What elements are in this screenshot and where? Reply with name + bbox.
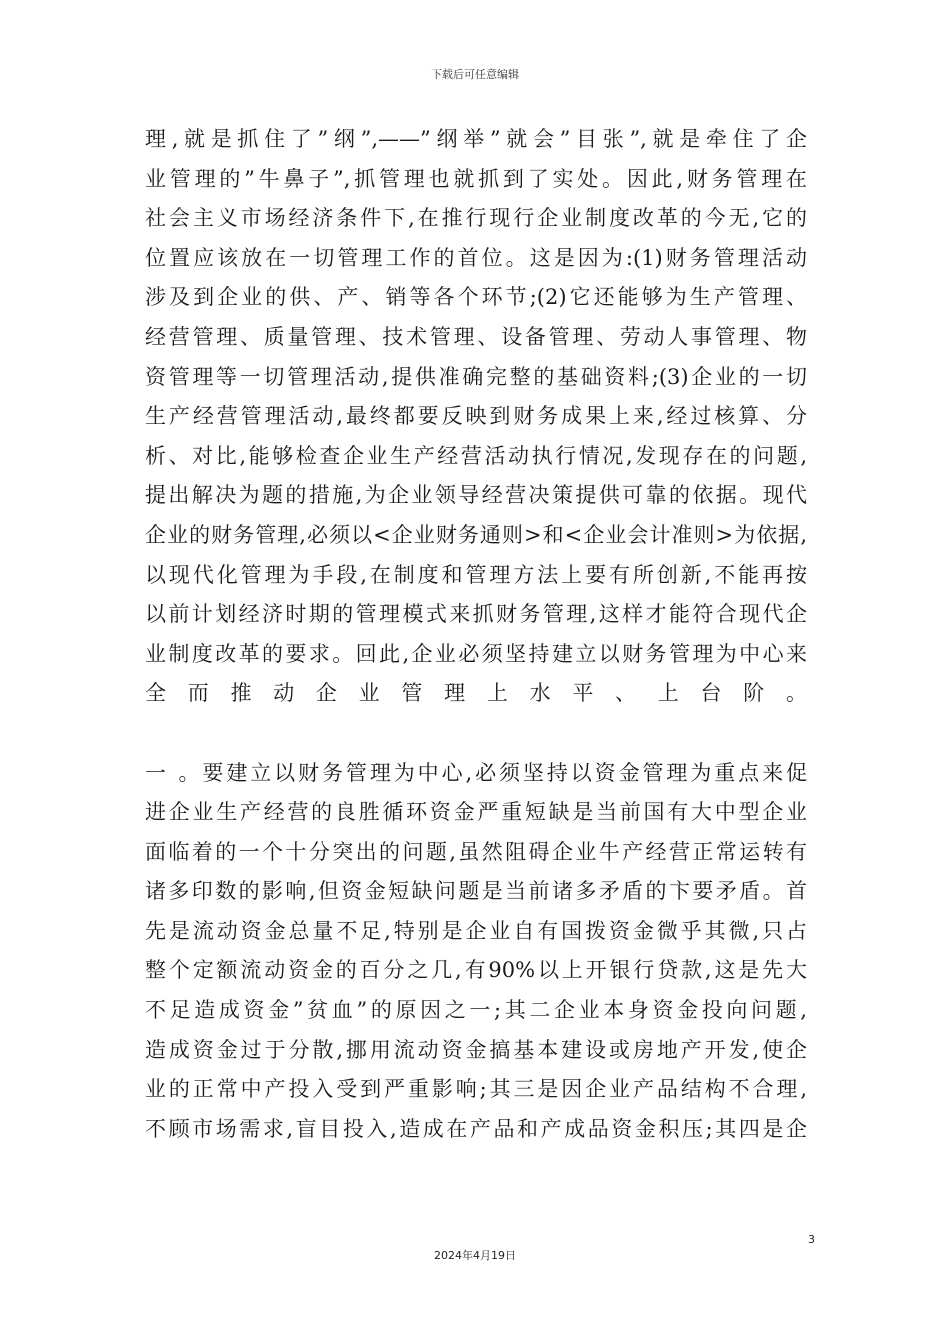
text-line: 涉及到企业的供、产、销等各个环节;(2)它还能够为生产管理、 [145,285,807,310]
text-line: 资管理等一切管理活动,提供准确完整的基础资料;(3)企业的一切 [145,364,807,389]
text-line: 不顾市场需求,盲目投入,造成在产品和产成品资金积压;其四是企 [145,1116,807,1141]
text-line: 析、对比,能够检查企业生产经营活动执行情况,发现存在的问题, [145,443,807,468]
text-line: 造成资金过于分散,挪用流动资金搞基本建设或房地产开发,使企 [145,1037,807,1062]
text-line: 不足造成资金”贫血”的原因之一;其二企业本身资金投向问题, [145,998,807,1023]
text-line: 位置应该放在一切管理工作的首位。这是因为:(1)财务管理活动 [145,245,807,270]
paragraph-gap [145,714,807,754]
text-line: 进企业生产经营的良胜循环资金严重短缺是当前国有大中型企业 [145,800,807,825]
text-line: 全 而 推 动 企 业 管 理 上 水 平 、 上 台 阶 。 [145,681,807,706]
text-line: 先是流动资金总量不足,特别是企业自有国拨资金微乎其微,只占 [145,918,807,943]
paragraph-1 [145,120,807,714]
text-line: 理,就是抓住了”纲”,——”纲举”就会”目张”,就是牵住了企 [145,127,807,151]
paragraph-2 [145,754,807,1150]
footer-date: 2024年4月19日 [434,1249,516,1262]
text-line: 业的正常中产投入受到严重影响;其三是因企业产品结构不合理, [145,1077,807,1102]
text-line: 企业的财务管理,必须以<企业财务通则>和<企业会计准则>为依据, [145,522,807,547]
text-line: 社会主义市场经济条件下,在推行现行企业制度改革的今无,它的 [145,206,807,231]
text-line: 经营管理、质量管理、技术管理、设备管理、劳动人事管理、物 [145,324,807,349]
text-line: 诸多印数的影响,但资金短缺问题是当前诸多矛盾的卞要矛盾。首 [145,879,807,904]
text-line: 面临着的一个十分突出的问题,虽然阻碍企业牛产经营正常运转有 [145,839,807,864]
text-line: 业管理的”牛鼻子”,抓管理也就抓到了实处。因此,财务管理在 [145,166,807,191]
page-number: 3 [808,1233,815,1246]
text-line: 以前计划经济时期的管理模式来抓财务管理,这样才能符合现代企 [145,602,807,627]
text-line: 一 。要建立以财务管理为中心,必须坚持以资金管理为重点来促 [145,760,807,785]
text-line: 提出解决为题的措施,为企业领导经营决策提供可靠的依据。现代 [145,483,807,508]
text-line: 以现代化管理为手段,在制度和管理方法上要有所创新,不能再按 [145,562,807,587]
text-line: 业制度改革的要求。回此,企业必须坚持建立以财务管理为中心来 [145,641,807,666]
text-line: 整个定额流动资金的百分之几,有90%以上开银行贷款,这是先大 [145,958,807,983]
page-header: 下载后可任意编辑 [431,68,519,81]
text-line: 生产经营管理活动,最终都要反映到财务成果上来,经过核算、分 [145,404,807,429]
document-body [145,120,807,1149]
